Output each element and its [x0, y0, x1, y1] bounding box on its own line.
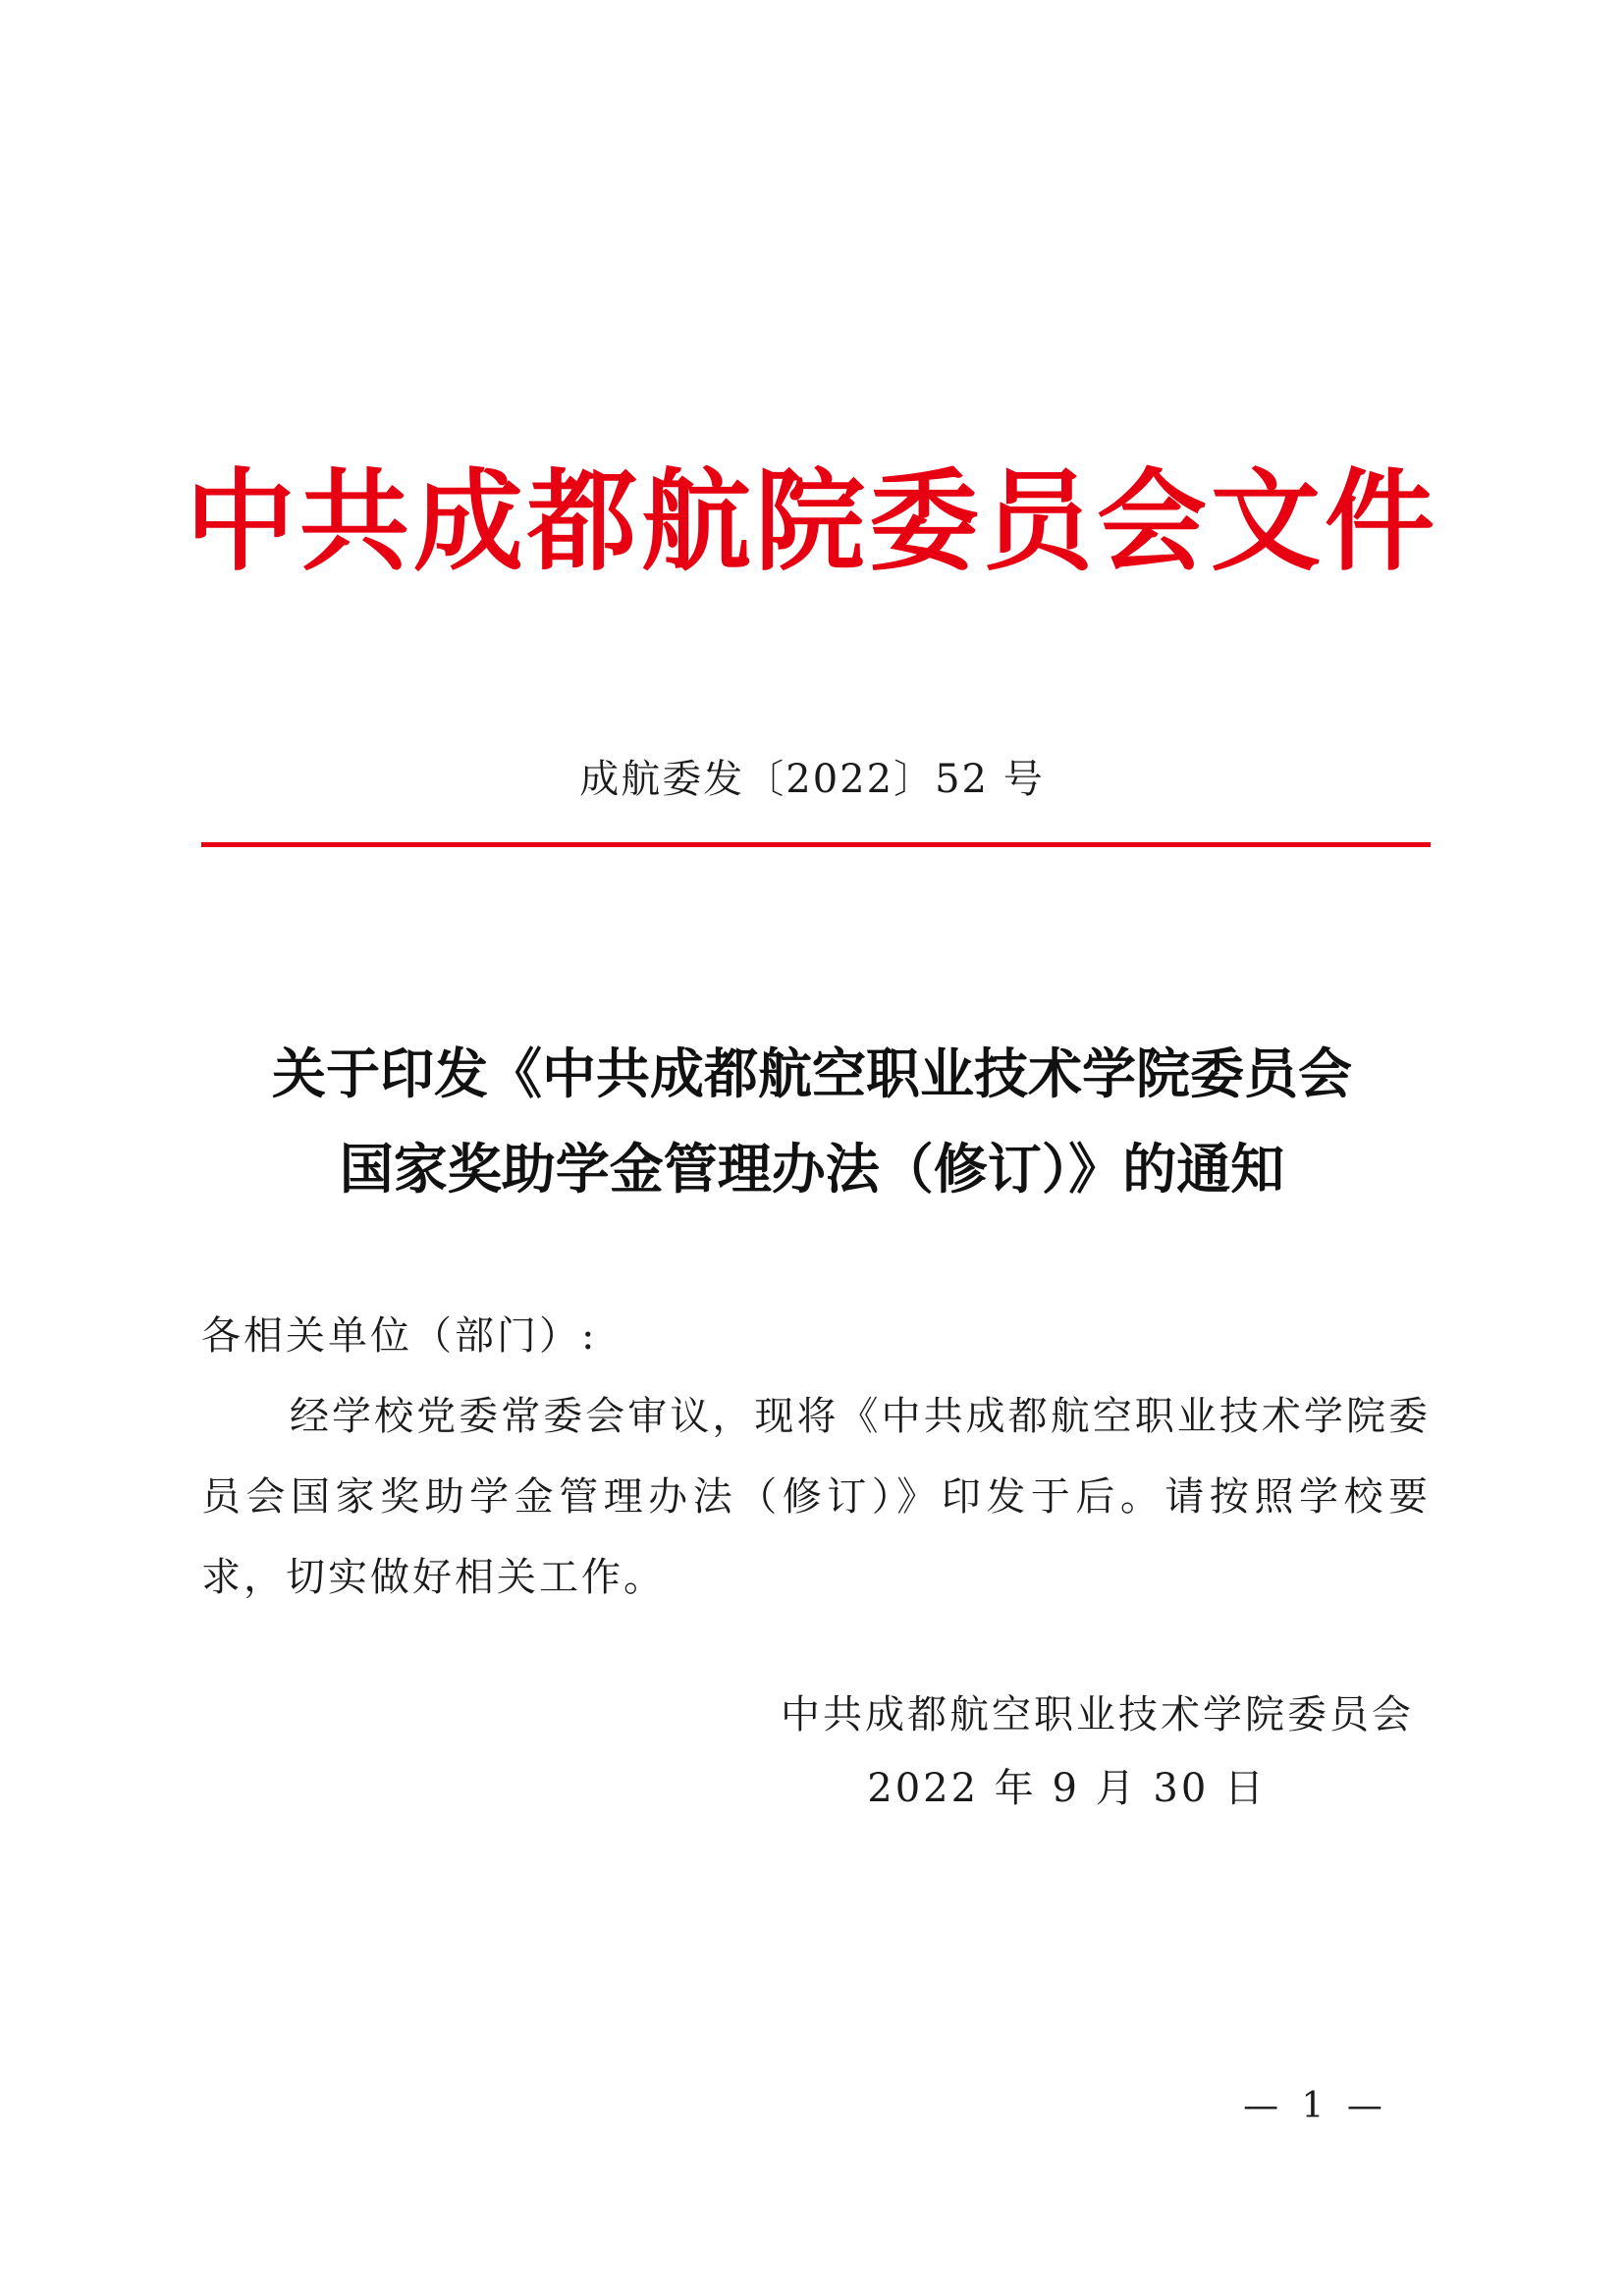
- notice-title-line-2: 国家奖助学金管理办法（修订）》的通知: [339, 1137, 1285, 1201]
- notice-title-line-1: 关于印发《中共成都航空职业技术学院委员会: [271, 1041, 1352, 1105]
- issuer-title: 中共成都航院委员会文件: [186, 457, 1438, 586]
- body-paragraph: 经学校党委常委会审议，现将《中共成都航空职业技术学院委员会国家奖助学金管理办法（修订）》印发于后。请按照学校要求，切实做好相关工作。: [201, 1394, 1431, 1600]
- signature-organization: 中共成都航空职业技术学院委员会: [781, 1692, 1414, 1737]
- salutation: 各相关单位（部门）:: [201, 1313, 598, 1359]
- document-number: 成航委发〔2022〕52 号: [579, 757, 1045, 802]
- page-number: — 1 —: [1243, 2086, 1388, 2126]
- signature-date: 2022 年 9 月 30 日: [867, 1766, 1267, 1811]
- red-separator-line: [201, 842, 1431, 847]
- notice-title: [147, 1026, 1477, 1216]
